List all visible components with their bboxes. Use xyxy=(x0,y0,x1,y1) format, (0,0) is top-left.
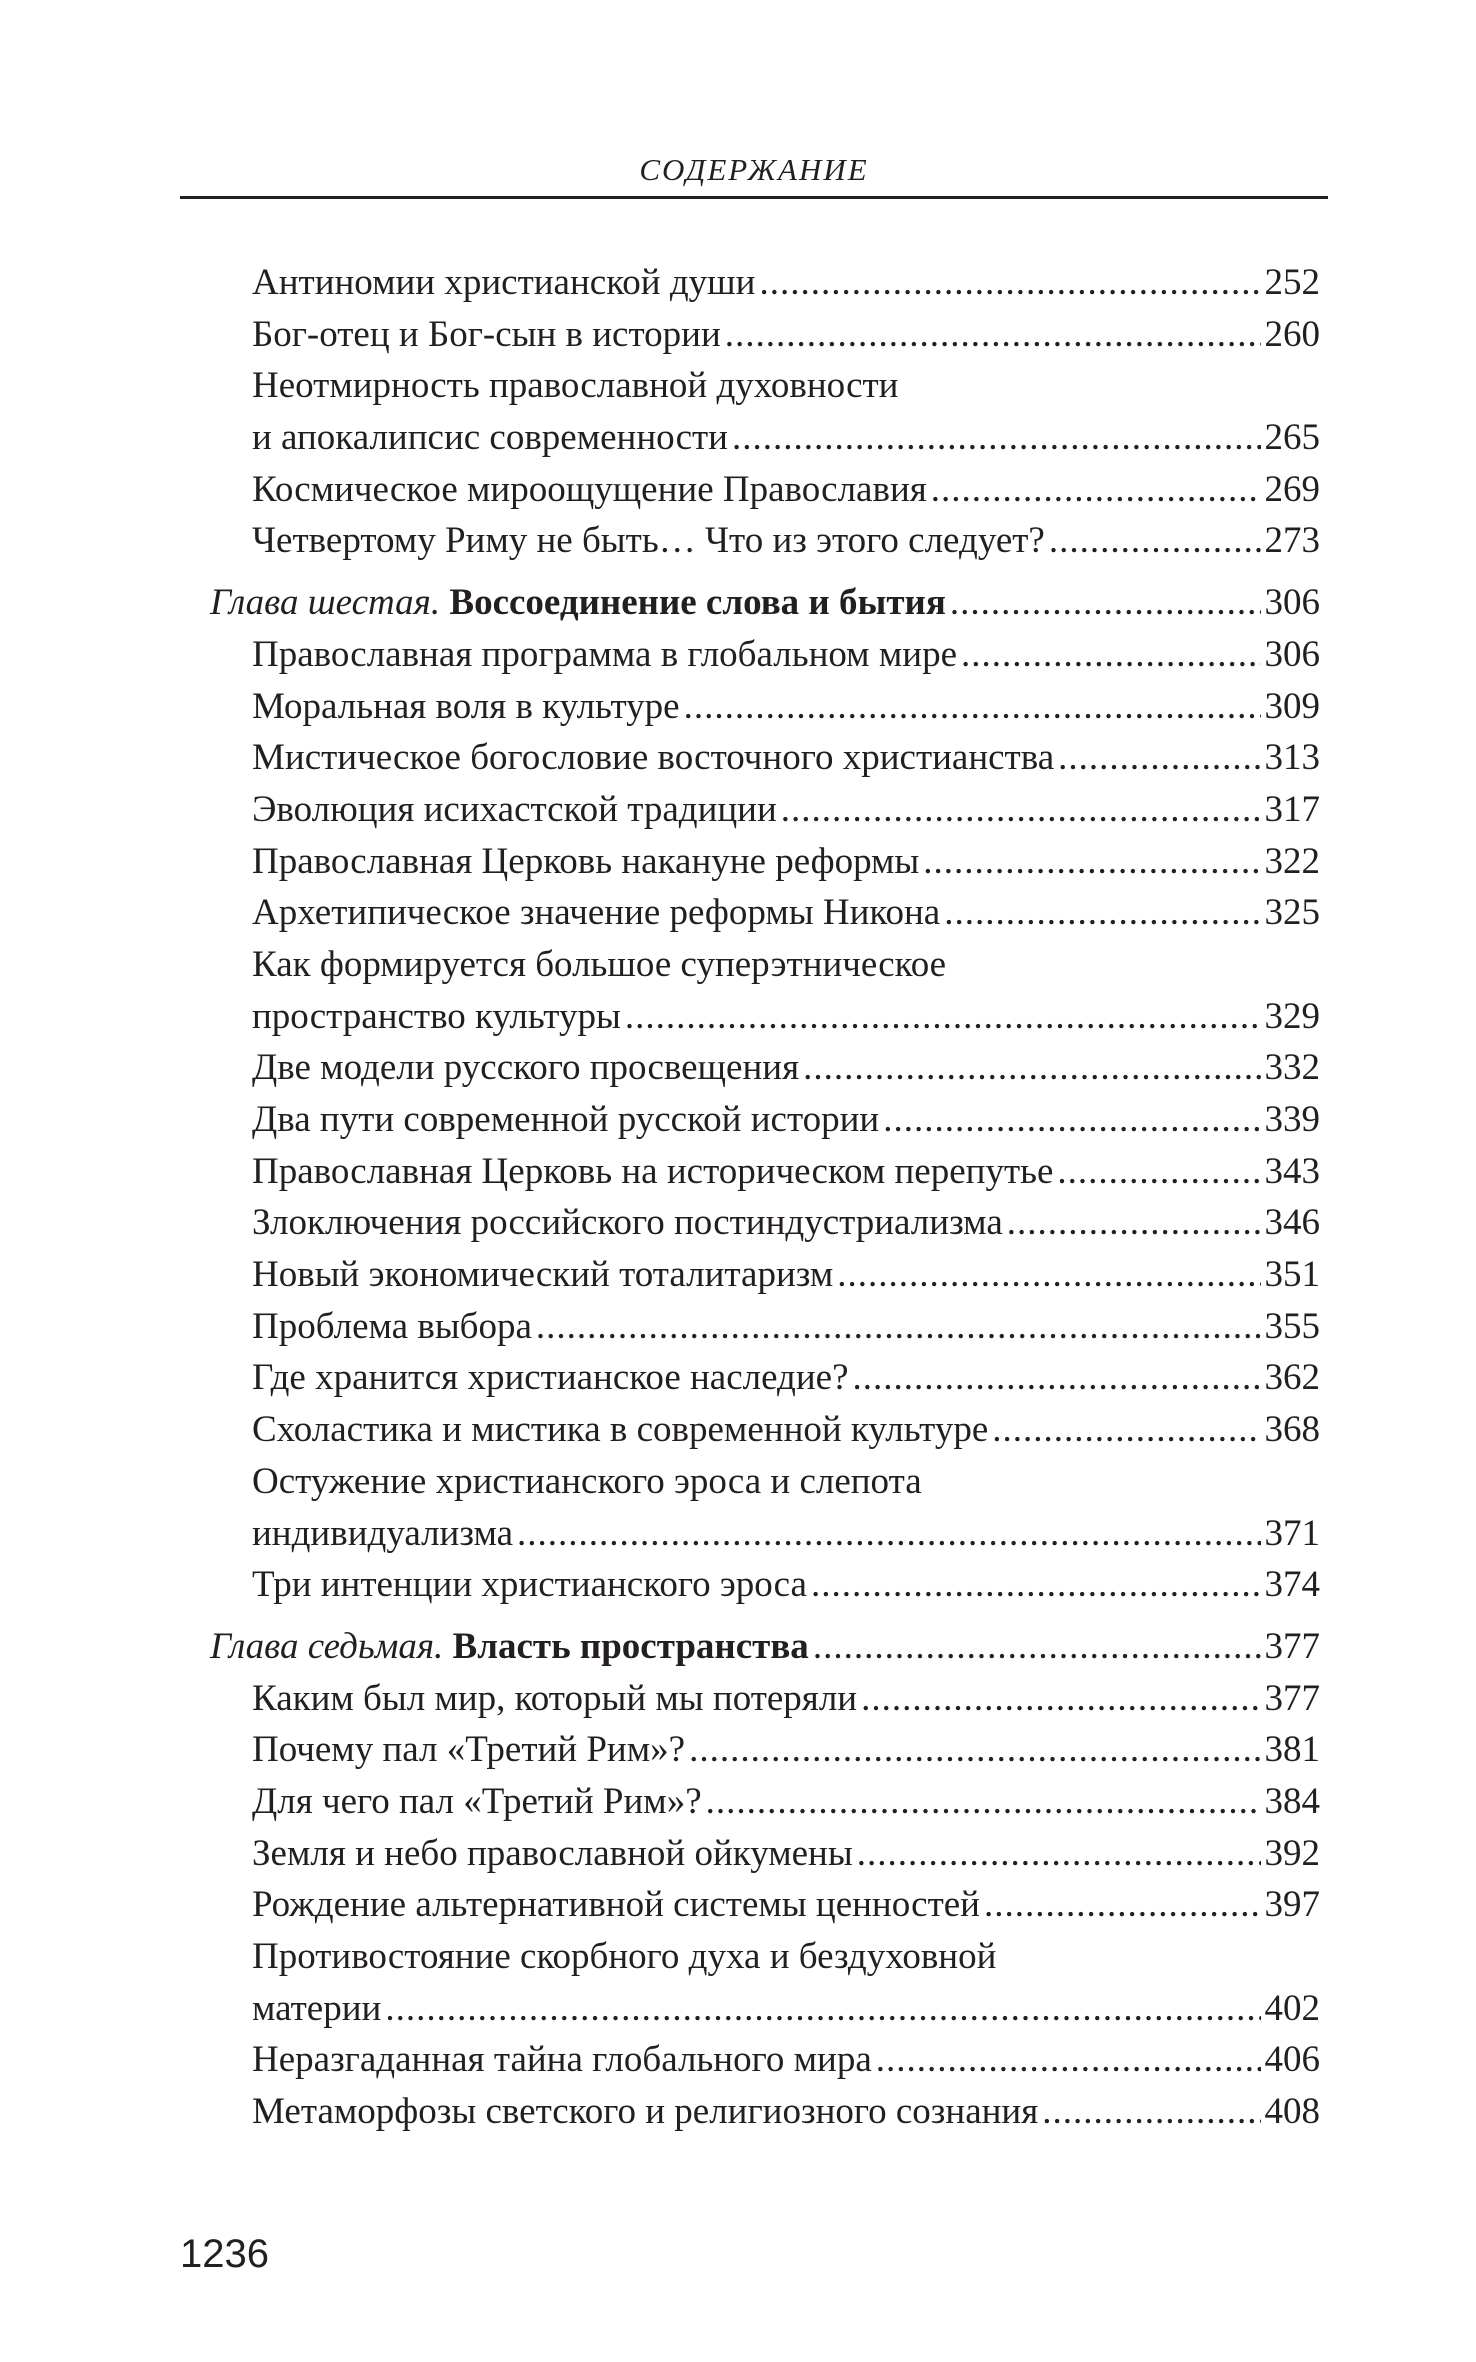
toc-entry-title: пространство культуры xyxy=(252,995,621,1037)
dot-leader xyxy=(1049,515,1261,567)
toc-entry-title: Моральная воля в культуре xyxy=(252,685,680,727)
toc-entry-page: 325 xyxy=(1264,892,1320,934)
toc-entry-title: Почему пал «Третий Рим»? xyxy=(252,1729,686,1771)
dot-leader xyxy=(923,836,1260,888)
toc-entry-page: 273 xyxy=(1264,520,1320,562)
toc-entry-page: 368 xyxy=(1264,1409,1320,1451)
dot-leader xyxy=(725,309,1261,361)
toc-entry xyxy=(210,1197,1320,1249)
toc-entry xyxy=(210,1404,1320,1456)
toc-entry-title: Новый экономический тоталитаризм xyxy=(252,1254,834,1296)
toc-entry-title: Мистическое богословие восточного христианства xyxy=(252,737,1055,779)
toc-entry-page: 313 xyxy=(1264,737,1320,779)
dot-leader xyxy=(625,991,1261,1043)
dot-leader xyxy=(803,1042,1260,1094)
toc-entry-title: Проблема выбора xyxy=(252,1305,532,1347)
toc-entry-title: Каким был мир, который мы потеряли xyxy=(252,1677,858,1719)
toc-entry-page: 252 xyxy=(1264,262,1320,303)
toc-entry xyxy=(210,887,1320,939)
dot-leader xyxy=(1042,2086,1260,2138)
toc-entry-title: материи xyxy=(252,1987,382,2029)
toc-entry xyxy=(210,360,1320,412)
toc-entry xyxy=(210,939,1320,991)
toc-entry-title: Космическое мироощущение Православия xyxy=(252,468,927,510)
toc-entry-title xyxy=(210,577,946,629)
dot-leader xyxy=(781,784,1261,836)
dot-leader xyxy=(944,887,1260,939)
dot-leader xyxy=(961,629,1261,681)
toc-entry xyxy=(210,1931,1320,1983)
toc-entry-title: Неотмирность православной духовности xyxy=(252,365,899,407)
dot-leader xyxy=(984,1879,1261,1931)
toc-entry xyxy=(210,681,1320,733)
toc-entry xyxy=(210,1828,1320,1880)
toc-entry-page: 309 xyxy=(1264,685,1320,727)
dot-leader xyxy=(853,1352,1261,1404)
toc-entry-title: Православная Церковь накануне реформы xyxy=(252,840,920,882)
dot-leader xyxy=(931,464,1261,516)
toc-entry-title: индивидуализма xyxy=(252,1512,514,1554)
dot-leader xyxy=(536,1301,1261,1353)
dot-leader xyxy=(857,1828,1261,1880)
toc-entry-page: 371 xyxy=(1264,1512,1320,1554)
toc-entry xyxy=(210,1508,1320,1560)
toc-entry-title: Злоключения российского постиндустриализма xyxy=(252,1202,1003,1244)
toc-entry xyxy=(210,1879,1320,1931)
toc-entry xyxy=(210,1301,1320,1353)
toc-entry-title: Для чего пал «Третий Рим»? xyxy=(252,1780,702,1822)
chapter-title: Воссоединение слова и бытия xyxy=(449,582,946,624)
toc-entry xyxy=(210,1456,1320,1508)
toc-entry-page: 351 xyxy=(1264,1254,1320,1296)
toc-entry xyxy=(210,412,1320,464)
toc-entry-title: Метаморфозы светского и религиозного сознания xyxy=(252,2091,1039,2133)
dot-leader xyxy=(813,1621,1261,1673)
toc-entry-page: 406 xyxy=(1264,2039,1320,2081)
toc-entry-page: 377 xyxy=(1264,1677,1320,1719)
dot-leader xyxy=(1058,732,1260,784)
dot-leader xyxy=(883,1094,1260,1146)
toc-entry xyxy=(210,784,1320,836)
toc-entry xyxy=(210,1776,1320,1828)
dot-leader xyxy=(385,1983,1260,2035)
dot-leader xyxy=(876,2034,1261,2086)
chapter-prefix: Глава седьмая. xyxy=(210,1625,444,1667)
toc-entry-page: 343 xyxy=(1264,1150,1320,1192)
dot-leader xyxy=(837,1249,1260,1301)
toc-entry xyxy=(210,1673,1320,1725)
toc-entry-page: 355 xyxy=(1264,1305,1320,1347)
page-number: 1236 xyxy=(180,2232,269,2276)
toc-entry-page: 346 xyxy=(1264,1202,1320,1244)
toc-entry xyxy=(210,991,1320,1043)
toc-entry-page: 269 xyxy=(1264,468,1320,510)
toc-entry-title: Земля и небо православной ойкумены xyxy=(252,1832,853,1874)
dot-leader xyxy=(950,577,1261,629)
toc-entry-page: 381 xyxy=(1264,1729,1320,1771)
toc-entry xyxy=(210,515,1320,567)
toc-entry-page: 374 xyxy=(1264,1564,1320,1606)
toc-entry-title: Четвертому Риму не быть… Что из этого следует? xyxy=(252,520,1045,562)
toc-entry-page: 377 xyxy=(1264,1625,1320,1667)
toc-entry-page: 408 xyxy=(1264,2091,1320,2133)
toc-entry-page: 260 xyxy=(1264,313,1320,355)
toc-entry-page: 397 xyxy=(1264,1884,1320,1926)
toc-entry-title: Три интенции христианского эроса xyxy=(252,1564,807,1606)
toc-entry-title: Где хранится христианское наследие? xyxy=(252,1357,849,1399)
toc-entry-title: Противостояние скорбного духа и бездуховной xyxy=(252,1936,997,1977)
toc-chapter xyxy=(210,1621,1320,1673)
toc-entry xyxy=(210,1983,1320,2035)
toc-entry-page: 306 xyxy=(1264,633,1320,675)
toc-chapter xyxy=(210,577,1320,629)
toc-entry xyxy=(210,1352,1320,1404)
toc-entry xyxy=(210,2034,1320,2086)
toc-entry-page: 265 xyxy=(1264,417,1320,459)
running-header: СОДЕРЖАНИЕ xyxy=(639,152,869,187)
toc-entry-page: 317 xyxy=(1264,788,1320,830)
toc-entry xyxy=(210,1559,1320,1611)
table-of-contents xyxy=(210,257,1320,2138)
dot-leader xyxy=(517,1508,1260,1560)
toc-entry-title: Рождение альтернативной системы ценностей xyxy=(252,1884,980,1926)
toc-entry xyxy=(210,1146,1320,1198)
toc-entry-title: Антиномии христианской души xyxy=(252,262,756,303)
toc-entry xyxy=(210,2086,1320,2138)
toc-entry xyxy=(210,836,1320,888)
toc-entry-title: Архетипическое значение реформы Никона xyxy=(252,892,941,934)
dot-leader xyxy=(1007,1197,1261,1249)
toc-entry xyxy=(210,732,1320,784)
toc-entry-page: 339 xyxy=(1264,1099,1320,1140)
dot-leader xyxy=(706,1776,1261,1828)
toc-entry-page: 322 xyxy=(1264,840,1320,882)
toc-entry-title: Как формируется большое суперэтническое xyxy=(252,943,947,985)
dot-leader xyxy=(1057,1146,1260,1198)
toc-entry-title: Православная Церковь на историческом перепутье xyxy=(252,1150,1054,1192)
toc-entry xyxy=(210,1042,1320,1094)
toc-entry-title: Православная программа в глобальном мире xyxy=(252,633,957,675)
toc-entry-title: Бог-отец и Бог-сын в истории xyxy=(252,313,721,355)
toc-entry xyxy=(210,257,1320,309)
toc-entry-page: 362 xyxy=(1264,1357,1320,1399)
toc-entry xyxy=(210,1249,1320,1301)
toc-entry-page: 384 xyxy=(1264,1780,1320,1822)
toc-entry xyxy=(210,1724,1320,1776)
dot-leader xyxy=(689,1724,1260,1776)
toc-entry-page: 306 xyxy=(1264,582,1320,624)
toc-entry-title: Два пути современной русской истории xyxy=(252,1099,880,1140)
toc-entry xyxy=(210,629,1320,681)
toc-entry-title: и апокалипсис современности xyxy=(252,417,728,459)
toc-entry-title xyxy=(210,1621,809,1673)
dot-leader xyxy=(861,1673,1260,1725)
toc-entry-title: Неразгаданная тайна глобального мира xyxy=(252,2039,872,2081)
dot-leader xyxy=(684,681,1261,733)
chapter-title: Власть пространства xyxy=(452,1625,809,1667)
toc-entry-title: Две модели русского просвещения xyxy=(252,1047,800,1089)
dot-leader xyxy=(992,1404,1260,1456)
toc-entry-title: Эволюция исихастской традиции xyxy=(252,788,777,830)
toc-entry-page: 332 xyxy=(1264,1047,1320,1089)
toc-entry-title: Схоластика и мистика в современной культуре xyxy=(252,1409,989,1451)
toc-entry xyxy=(210,309,1320,361)
toc-entry-title: Остужение христианского эроса и слепота xyxy=(252,1460,922,1502)
dot-leader xyxy=(759,257,1260,309)
dot-leader xyxy=(811,1559,1261,1611)
header-rule xyxy=(180,196,1328,199)
toc-entry-page: 392 xyxy=(1264,1832,1320,1874)
toc-entry xyxy=(210,464,1320,516)
toc-entry-page: 402 xyxy=(1264,1987,1320,2029)
dot-leader xyxy=(732,412,1261,464)
chapter-prefix: Глава шестая. xyxy=(210,582,441,624)
toc-entry-page: 329 xyxy=(1264,995,1320,1037)
toc-entry xyxy=(210,1094,1320,1146)
